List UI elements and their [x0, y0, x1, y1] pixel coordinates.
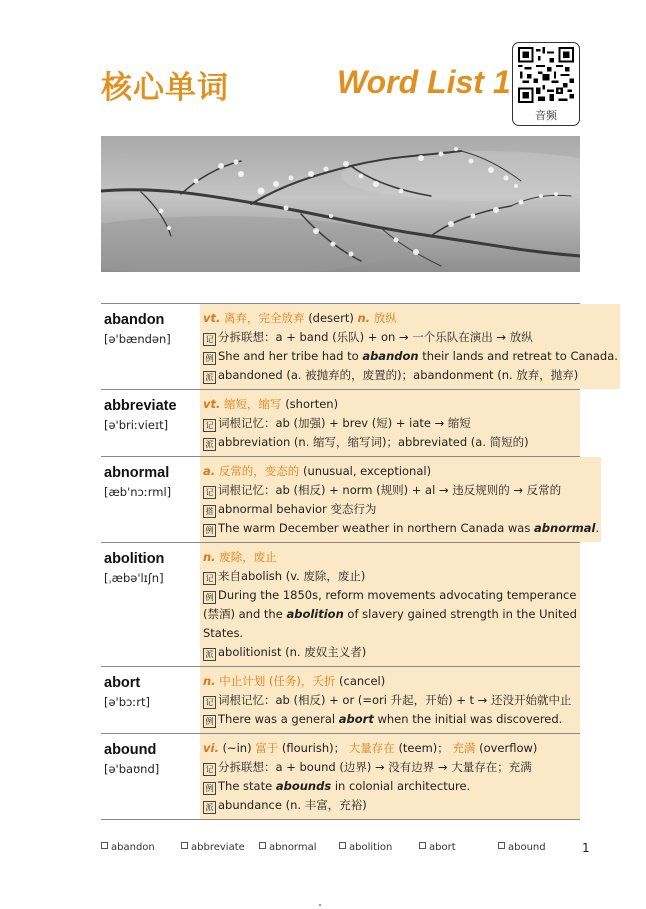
example-keyword: abort — [338, 712, 374, 726]
headword: abound — [104, 742, 157, 758]
note-text: abbreviation (n. 缩写，缩写词)；abbreviated (a. 简短的) — [218, 435, 529, 449]
word-entry — [101, 734, 580, 820]
definition-line — [203, 462, 599, 481]
note-line — [203, 328, 618, 347]
note-text: abolitionist (n. 废奴主义者) — [218, 645, 367, 659]
word-column — [101, 457, 200, 542]
example-text: There was a general — [218, 712, 339, 726]
example-sentence — [203, 710, 578, 729]
word-column — [101, 734, 200, 819]
word-column — [101, 667, 200, 733]
definition-line — [203, 548, 578, 567]
note-text: 分拆联想：a + band (乐队) + on → 一个乐队在演出 → 放纵 — [218, 330, 533, 344]
footer-checklist-item[interactable] — [259, 842, 317, 853]
page-title-english: Word List 1 — [337, 64, 511, 100]
note-tag-icon: 派 — [203, 648, 216, 661]
footer-checklist-item[interactable] — [419, 842, 456, 853]
audio-qr-code[interactable] — [512, 42, 580, 126]
footer-word: abort — [429, 842, 456, 853]
page-mark — [319, 904, 321, 906]
chinese-meaning: 反常的，变态的 — [218, 464, 300, 478]
example-keyword: abolition — [286, 607, 344, 621]
note-tag-icon: 记 — [203, 333, 216, 346]
definition-column — [200, 304, 620, 389]
note-tag-icon: 记 — [203, 486, 216, 499]
qr-code-icon — [518, 47, 574, 103]
chinese-meaning: 废除，废止 — [219, 550, 277, 564]
chinese-meaning: 离弃，完全放弃 — [224, 311, 305, 325]
definition-column — [200, 543, 580, 666]
qr-audio-label: 音频 — [535, 109, 557, 122]
note-text: abnormal behavior 变态行为 — [218, 502, 377, 516]
headword: abandon — [104, 312, 165, 328]
chinese-meaning: 放纵 — [373, 311, 397, 325]
blossom-branch-illustration — [101, 136, 580, 272]
phonetic: [ə'baʊnd] — [104, 762, 160, 776]
note-line — [203, 481, 599, 500]
footer-word: abbreviate — [191, 842, 245, 853]
phonetic: [ˌæbə'lɪʃn] — [104, 571, 164, 585]
example-sentence — [203, 519, 599, 538]
definition-line — [203, 739, 578, 758]
note-tag-icon: 搭 — [203, 505, 216, 518]
checkbox-icon[interactable] — [498, 842, 505, 849]
footer-checklist-item[interactable] — [181, 842, 245, 853]
part-of-speech: n. — [357, 311, 371, 325]
note-line — [203, 500, 599, 519]
note-text: 分拆联想：a + bound (边界) → 没有边界 → 大量存在；充满 — [218, 760, 532, 774]
example-text: their lands and retreat to Canada. — [418, 349, 618, 363]
note-line — [203, 414, 578, 433]
part-of-speech: vt. — [203, 311, 221, 325]
example-text: She and her tribe had to — [218, 349, 363, 363]
note-text: 词根记忆：ab (加强) + brev (短) + iate → 缩短 — [218, 416, 471, 430]
example-text: when the initial was discovered. — [373, 712, 563, 726]
example-tag-icon: 例 — [203, 715, 216, 728]
word-column — [101, 304, 200, 389]
footer-word: abandon — [111, 842, 155, 853]
example-text: During the 1850s, reform movements advocating temperance (禁酒) and the — [203, 588, 577, 621]
footer-word: abound — [508, 842, 546, 853]
word-entry — [101, 304, 618, 390]
chinese-meaning: 充满 — [452, 741, 476, 755]
note-tag-icon: 记 — [203, 763, 216, 776]
footer-checklist-item[interactable] — [498, 842, 546, 853]
checkbox-icon[interactable] — [419, 842, 426, 849]
synonym: (shorten) — [285, 397, 339, 411]
example-text: in colonial architecture. — [331, 779, 471, 793]
headword: abolition — [104, 551, 165, 567]
phonetic: [ə'bɔːrt] — [104, 695, 150, 709]
checkbox-icon[interactable] — [101, 842, 108, 849]
checkbox-icon[interactable] — [181, 842, 188, 849]
definition-line — [203, 672, 578, 691]
part-of-speech: n. — [203, 550, 216, 564]
example-text: of slavery gained strength in the United States. — [203, 607, 577, 640]
example-tag-icon: 例 — [203, 352, 216, 365]
usage-note: (~in) — [222, 741, 252, 755]
example-tag-icon: 例 — [203, 591, 216, 604]
example-keyword: abnormal — [534, 521, 596, 535]
example-sentence — [203, 347, 618, 366]
synonym: (flourish)； — [281, 741, 346, 755]
note-tag-icon: 记 — [203, 572, 216, 585]
example-keyword: abounds — [275, 779, 332, 793]
definition-line — [203, 309, 618, 328]
note-tag-icon: 记 — [203, 696, 216, 709]
phonetic: [æb'nɔːrml] — [104, 485, 172, 499]
headword: abbreviate — [104, 398, 177, 414]
note-line — [203, 643, 578, 662]
footer-word: abnormal — [269, 842, 317, 853]
checkbox-icon[interactable] — [339, 842, 346, 849]
definition-column — [200, 667, 580, 733]
example-tag-icon: 例 — [203, 524, 216, 537]
note-tag-icon: 派 — [203, 801, 216, 814]
page-number: 1 — [582, 841, 590, 855]
note-line — [203, 433, 578, 452]
chinese-meaning: 中止计划 (任务)，夭折 — [219, 674, 336, 688]
note-line — [203, 567, 578, 586]
example-text: The state — [218, 779, 276, 793]
part-of-speech: a. — [203, 464, 216, 478]
synonym: (overflow) — [479, 741, 538, 755]
example-sentence — [203, 586, 578, 643]
word-column — [101, 390, 200, 456]
note-tag-icon: 派 — [203, 371, 216, 384]
footer-checklist-item[interactable] — [339, 842, 392, 853]
footer-checklist-item[interactable] — [101, 842, 155, 853]
checkbox-icon[interactable] — [259, 842, 266, 849]
chinese-meaning: 大量存在 — [348, 741, 395, 755]
part-of-speech: vt. — [203, 397, 221, 411]
chinese-meaning: 缩短，缩写 — [224, 397, 282, 411]
headword: abnormal — [104, 465, 170, 481]
note-tag-icon: 派 — [203, 438, 216, 451]
note-line — [203, 691, 578, 710]
chinese-meaning: 富于 — [255, 741, 279, 755]
headword: abort — [104, 675, 141, 691]
example-tag-icon: 例 — [203, 782, 216, 795]
note-line — [203, 366, 618, 385]
note-text: abandoned (a. 被抛弃的，废置的)；abandonment (n. 放弃，抛弃) — [218, 368, 579, 382]
synonym: (cancel) — [339, 674, 386, 688]
definition-column — [200, 734, 580, 819]
word-entry — [101, 457, 600, 543]
definition-column — [200, 390, 580, 456]
synonym: (unusual, exceptional) — [302, 464, 432, 478]
phonetic: [ə'briːvieɪt] — [104, 418, 169, 432]
note-tag-icon: 记 — [203, 419, 216, 432]
blossom-banner-image — [101, 136, 580, 272]
footer-word: abolition — [349, 842, 393, 853]
part-of-speech: vi. — [203, 741, 219, 755]
word-entry — [101, 543, 580, 667]
word-column — [101, 543, 200, 666]
page-title-chinese: 核心单词 — [101, 70, 229, 106]
example-sentence — [203, 777, 578, 796]
definition-line — [203, 395, 578, 414]
note-text: 来自abolish (v. 废除，废止) — [218, 569, 366, 583]
definition-column — [200, 457, 601, 542]
example-text: . — [595, 521, 600, 535]
word-list-table — [101, 303, 618, 820]
phonetic: [ə'bændən] — [104, 332, 171, 346]
example-text: The warm December weather in northern Canada was — [218, 521, 535, 535]
word-entry — [101, 667, 580, 734]
note-text: 词根记忆：ab (相反) + norm (规则) + al → 违反规则的 → 反常的 — [218, 483, 562, 497]
synonym: (teem)； — [398, 741, 449, 755]
example-keyword: abandon — [362, 349, 419, 363]
note-text: abundance (n. 丰富，充裕) — [218, 798, 367, 812]
note-text: 词根记忆：ab (相反) + or (=ori 升起，开始) + t → 还没开始就中止 — [218, 693, 572, 707]
word-entry — [101, 390, 580, 457]
note-line — [203, 758, 578, 777]
synonym: (desert) — [308, 311, 354, 325]
note-line — [203, 796, 578, 815]
part-of-speech: n. — [203, 674, 216, 688]
